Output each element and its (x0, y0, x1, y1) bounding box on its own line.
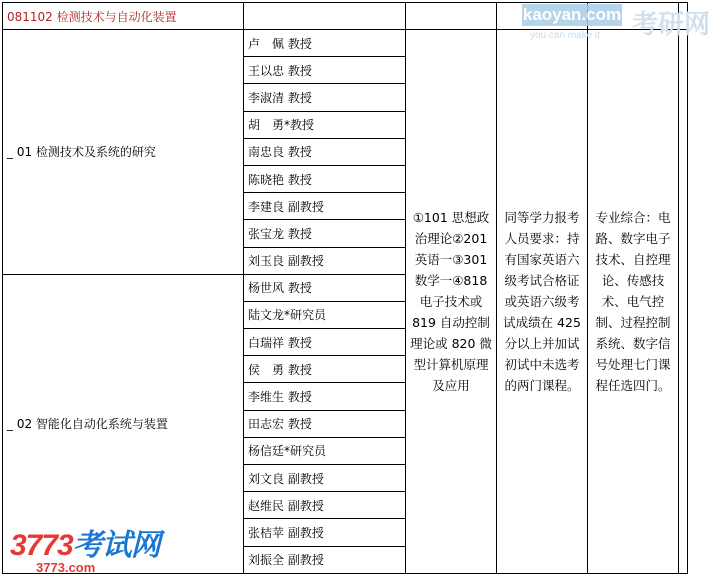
kaoyanwang-watermark: 考研网 (632, 10, 711, 40)
advisor-name: 陈晓艳 教授 (244, 165, 406, 192)
advisor-name: 李维生 教授 (244, 383, 406, 410)
advisor-name: 张宝龙 教授 (244, 220, 406, 247)
retest-subjects: 专业综合：电路、数字电子技术、自控理论、传感技术、电气控制、过程控制系统、数字信号处理七门课程任选四门。 (588, 30, 679, 574)
exam-subjects: ①101 思想政治理论②201 英语一③301 数学一④818 电子技术或 819 自动控制理论或 820 微型计算机原理及应用 (406, 30, 497, 574)
advisor-name: 李淑清 教授 (244, 84, 406, 111)
research-direction: _ 01 检测技术及系统的研究 (3, 30, 244, 275)
kaoyan-watermark: kaoyan.com (522, 5, 622, 24)
advisor-name: 胡 勇*教授 (244, 111, 406, 138)
advisor-name: 白瑞祥 教授 (244, 329, 406, 356)
advisor-name: 卢 佩 教授 (244, 30, 406, 57)
program-table (2, 2, 688, 574)
research-direction: _ 02 智能化自动化系统与装置 (3, 274, 244, 573)
logo-main: 3773考试网 (10, 529, 160, 562)
advisor-name: 王以忠 教授 (244, 57, 406, 84)
advisor-name: 刘文良 副教授 (244, 465, 406, 492)
major-title: 081102 检测技术与自动化装置 (3, 3, 244, 30)
empty-cell (679, 30, 688, 574)
site-logo (10, 520, 160, 575)
kaoyan-watermark-sub: you can make it (530, 30, 601, 41)
advisor-name: 刘振全 副教授 (244, 546, 406, 573)
equivalent-requirements: 同等学力报考人员要求：持有国家英语六级考试合格证或英语六级考试成绩在 425 分以上并加试初试中未选考的两门课程。 (497, 30, 588, 574)
advisor-name: 李建良 副教授 (244, 193, 406, 220)
header-empty-cell (406, 3, 497, 30)
advisor-name: 陆文龙*研究员 (244, 301, 406, 328)
header-empty-cell (244, 3, 406, 30)
advisor-name: 南忠良 教授 (244, 138, 406, 165)
advisor-name: 杨信廷*研究员 (244, 437, 406, 464)
logo-url: 3773.com (36, 560, 96, 575)
advisor-name: 赵维民 副教授 (244, 492, 406, 519)
advisor-name: 杨世风 教授 (244, 274, 406, 301)
advisor-name: 刘玉良 副教授 (244, 247, 406, 274)
advisor-name: 田志宏 教授 (244, 410, 406, 437)
advisor-name: 侯 勇 教授 (244, 356, 406, 383)
advisor-name: 张桔苹 副教授 (244, 519, 406, 546)
